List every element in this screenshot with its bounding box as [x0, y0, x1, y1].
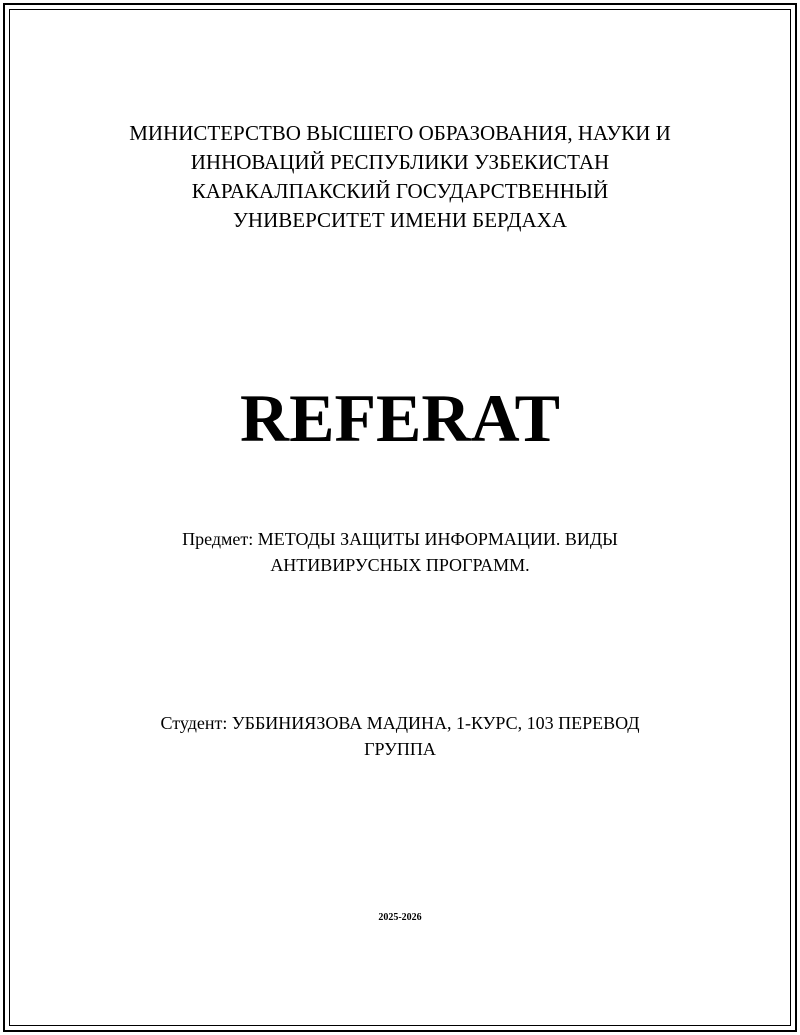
subject-info — [0, 526, 800, 578]
institution-header — [0, 119, 800, 235]
student-info — [0, 710, 800, 762]
institution-header-line: ИННОВАЦИЙ РЕСПУБЛИКИ УЗБЕКИСТАН — [190, 150, 610, 174]
institution-header-line: КАРАКАЛПАКСКИЙ ГОСУДАРСТВЕННЫЙ — [191, 179, 609, 203]
institution-header-line: УНИВЕРСИТЕТ ИМЕНИ БЕРДАХА — [233, 208, 567, 232]
document-title: REFERAT — [240, 380, 560, 456]
subject-line: Предмет: МЕТОДЫ ЗАЩИТЫ ИНФОРМАЦИИ. ВИДЫ — [182, 529, 618, 549]
student-line: Студент: УББИНИЯЗОВА МАДИНА, 1-КУРС, 103 ПЕРЕВОД — [160, 713, 640, 733]
institution-header-line: МИНИСТЕРСТВО ВЫСШЕГО ОБРАЗОВАНИЯ, НАУКИ И — [129, 121, 671, 145]
subject-line: АНТИВИРУСНЫХ ПРОГРАММ. — [270, 555, 530, 575]
academic-year: 2025-2026 — [378, 912, 422, 923]
student-line: ГРУППА — [364, 739, 436, 759]
